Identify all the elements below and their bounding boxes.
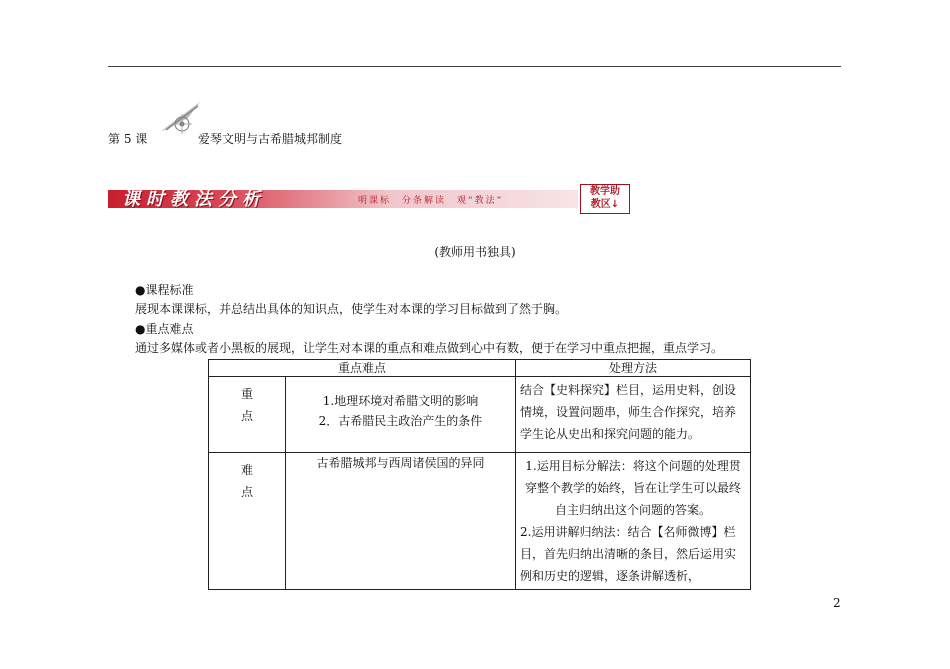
difficult-method-cell (516, 453, 751, 590)
section-banner (108, 184, 630, 214)
method-item: 2.运用讲解归纳法：结合【名师微博】栏目，首先归纳出清晰的条目，然后运用实例和历史的逻辑，逐条讲解透析， (520, 525, 737, 583)
page-number: 2 (833, 596, 841, 610)
key-text: 通过多媒体或者小黑板的展现，让学生对本课的重点和难点做到心中有数，便于在学习中重点把握，重点学习。 (135, 341, 724, 355)
row-label-char: 难 (240, 463, 253, 477)
header-rule (108, 66, 841, 67)
table-header-row (209, 360, 751, 377)
row-label-difficult (209, 453, 286, 590)
key-method-cell: 结合【史料探究】栏目，运用史料，创设情境，设置问题串，师生合作探究，培养学生论从史出和探究问题的能力。 (516, 377, 751, 453)
teaching-aid-link[interactable] (580, 184, 630, 214)
header-method: 处理方法 (516, 360, 751, 377)
banner-title: 课时教法分析 (122, 189, 266, 210)
teacher-note: (教师用书独具) (434, 245, 516, 259)
key-points-cell (286, 377, 516, 453)
key-point-item: 1.地理环境对希腊文明的影响 (322, 394, 479, 408)
key-point-item: 2．古希腊民主政治产生的条件 (318, 414, 483, 428)
lesson-heading (108, 100, 508, 150)
standard-heading: ●课程标准 (135, 283, 194, 297)
key-heading: ●重点难点 (135, 322, 194, 336)
difficult-point-cell: 古希腊城邦与西周诸侯国的异同 (286, 453, 516, 590)
table-row (209, 377, 751, 453)
method-item: 1.运用目标分解法：将这个问题的处理贯穿整个教学的始终，旨在让学生可以最终自主归纳出这个问题的答案。 (524, 459, 741, 517)
lesson-number: 第 5 课 (108, 132, 148, 146)
table-row (209, 453, 751, 590)
row-label-char: 点 (240, 485, 253, 499)
standard-text: 展现本课课标，并总结出具体的知识点，使学生对本课的学习目标做到了然于胸。 (135, 302, 568, 316)
compass-logo-icon (158, 100, 202, 140)
banner-subtitle: 明课标 分条解读 观“教法” (358, 196, 504, 206)
lesson-title: 爱琴文明与古希腊城邦制度 (198, 132, 343, 146)
row-label-char: 重 (240, 387, 253, 401)
header-key-difficult: 重点难点 (209, 360, 516, 377)
key-difficult-table (208, 359, 751, 590)
row-label-char: 点 (240, 409, 253, 423)
row-label-key (209, 377, 286, 453)
teaching-aid-line1: 教学助 (590, 186, 620, 197)
teaching-aid-line2: 教区↓ (590, 199, 620, 210)
